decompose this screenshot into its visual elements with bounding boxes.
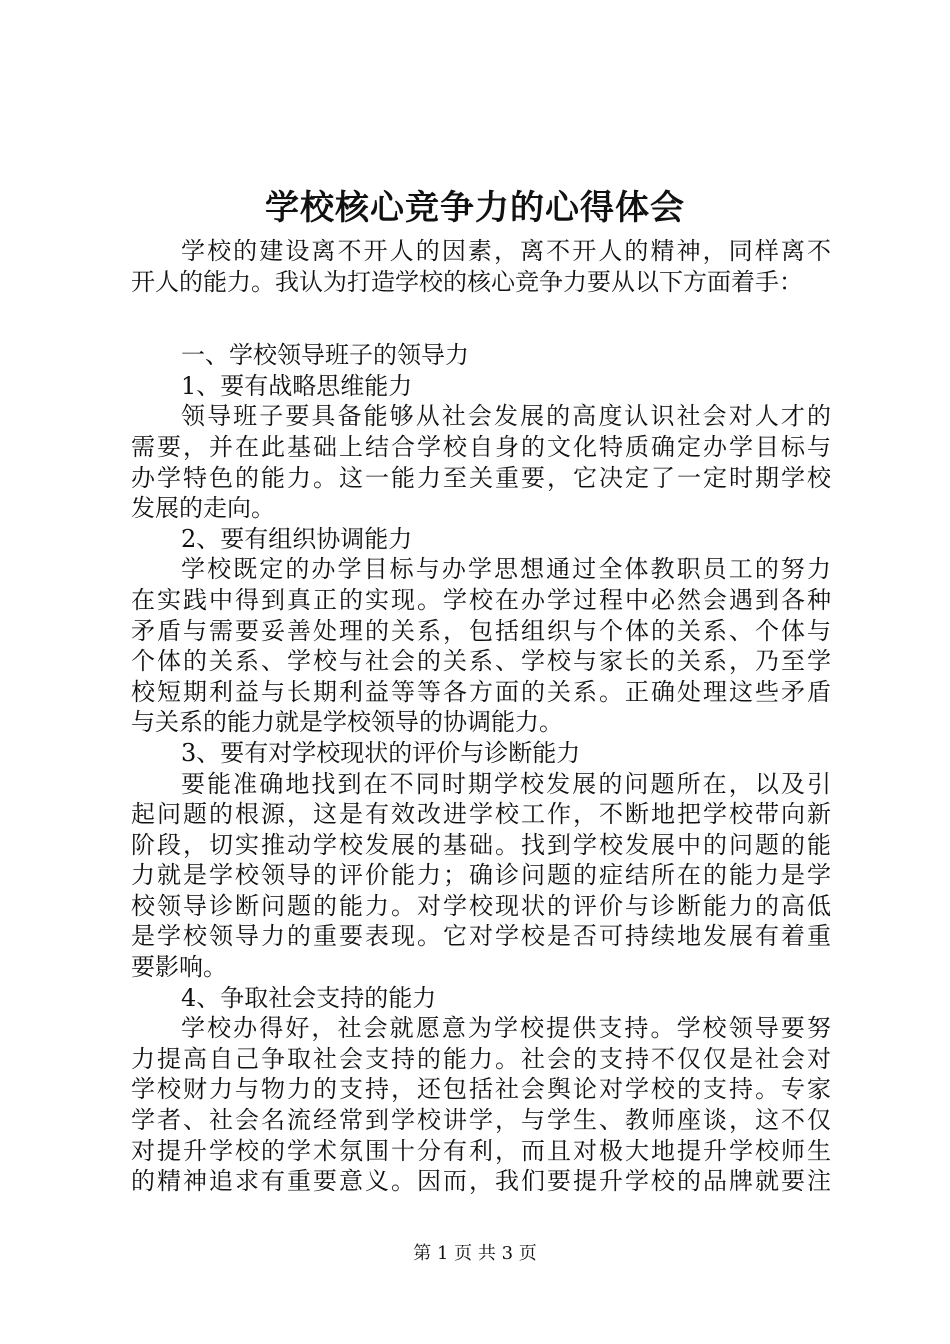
- paragraph-line: 力就是学校领导的评价能力；确诊问题的症结所在的能力是学: [131, 861, 831, 890]
- paragraph-line: 需要，并在此基础上结合学校自身的文化特质确定办学目标与: [131, 432, 831, 461]
- subsection-heading: 1、要有战略思维能力: [181, 371, 413, 400]
- paragraph-line: 起问题的根源，这是有效改进学校工作，不断地把学校带向新: [131, 800, 831, 829]
- paragraph-line: 要能准确地找到在不同时期学校发展的问题所在，以及引: [181, 769, 831, 798]
- paragraph-line: 学校既定的办学目标与办学思想通过全体教职员工的努力: [181, 555, 831, 584]
- paragraph-line: 要影响。: [131, 953, 227, 982]
- paragraph-line: 是学校领导力的重要表现。它对学校是否可持续地发展有着重: [131, 922, 831, 951]
- paragraph-line: 学者、社会名流经常到学校讲学，与学生、教师座谈，这不仅: [131, 1106, 831, 1135]
- paragraph-line: 校领导诊断问题的能力。对学校现状的评价与诊断能力的高低: [131, 891, 831, 920]
- subsection-heading: 4、争取社会支持的能力: [181, 983, 437, 1012]
- paragraph-line: 学校财力与物力的支持，还包括社会舆论对学校的支持。专家: [131, 1075, 831, 1104]
- paragraph-line: 与关系的能力就是学校领导的协调能力。: [131, 708, 563, 737]
- paragraph-line: 阶段，切实推动学校发展的基础。找到学校发展中的问题的能: [131, 830, 831, 859]
- document-title: 学校核心竞争力的心得体会: [265, 188, 685, 228]
- intro-line: 开人的能力。我认为打造学校的核心竞争力要从以下方面着手：: [131, 267, 803, 296]
- paragraph-line: 个体的关系、学校与社会的关系、学校与家长的关系，乃至学: [131, 647, 831, 676]
- subsection-heading: 3、要有对学校现状的评价与诊断能力: [181, 738, 581, 767]
- paragraph-line: 学校办得好，社会就愿意为学校提供支持。学校领导要努: [181, 1014, 831, 1043]
- page-number-footer: 第 1 页 共 3 页: [413, 1243, 537, 1264]
- paragraph-line: 对提升学校的学术氛围十分有利，而且对极大地提升学校师生: [131, 1136, 831, 1165]
- paragraph-line: 力提高自己争取社会支持的能力。社会的支持不仅仅是社会对: [131, 1044, 831, 1073]
- paragraph-line: 领导班子要具备能够从社会发展的高度认识社会对人才的: [181, 402, 831, 431]
- subsection-heading: 2、要有组织协调能力: [181, 524, 413, 553]
- paragraph-line: 办学特色的能力。这一能力至关重要，它决定了一定时期学校: [131, 463, 831, 492]
- paragraph-gap: [131, 297, 831, 340]
- intro-line: 学校的建设离不开人的因素，离不开人的精神，同样离不: [181, 237, 831, 265]
- paragraph-line: 矛盾与需要妥善处理的关系，包括组织与个体的关系、个体与: [131, 616, 831, 645]
- paragraph-line: 发展的走向。: [131, 494, 275, 523]
- paragraph-line: 在实践中得到真正的实现。学校在办学过程中必然会遇到各种: [131, 585, 831, 614]
- paragraph-line: 校短期利益与长期利益等等各方面的关系。正确处理这些矛盾: [131, 677, 831, 706]
- section-heading: 一、学校领导班子的领导力: [181, 341, 469, 370]
- document-body: [131, 236, 831, 1197]
- paragraph-line: 的精神追求有重要意义。因而，我们要提升学校的品牌就要注: [131, 1167, 831, 1196]
